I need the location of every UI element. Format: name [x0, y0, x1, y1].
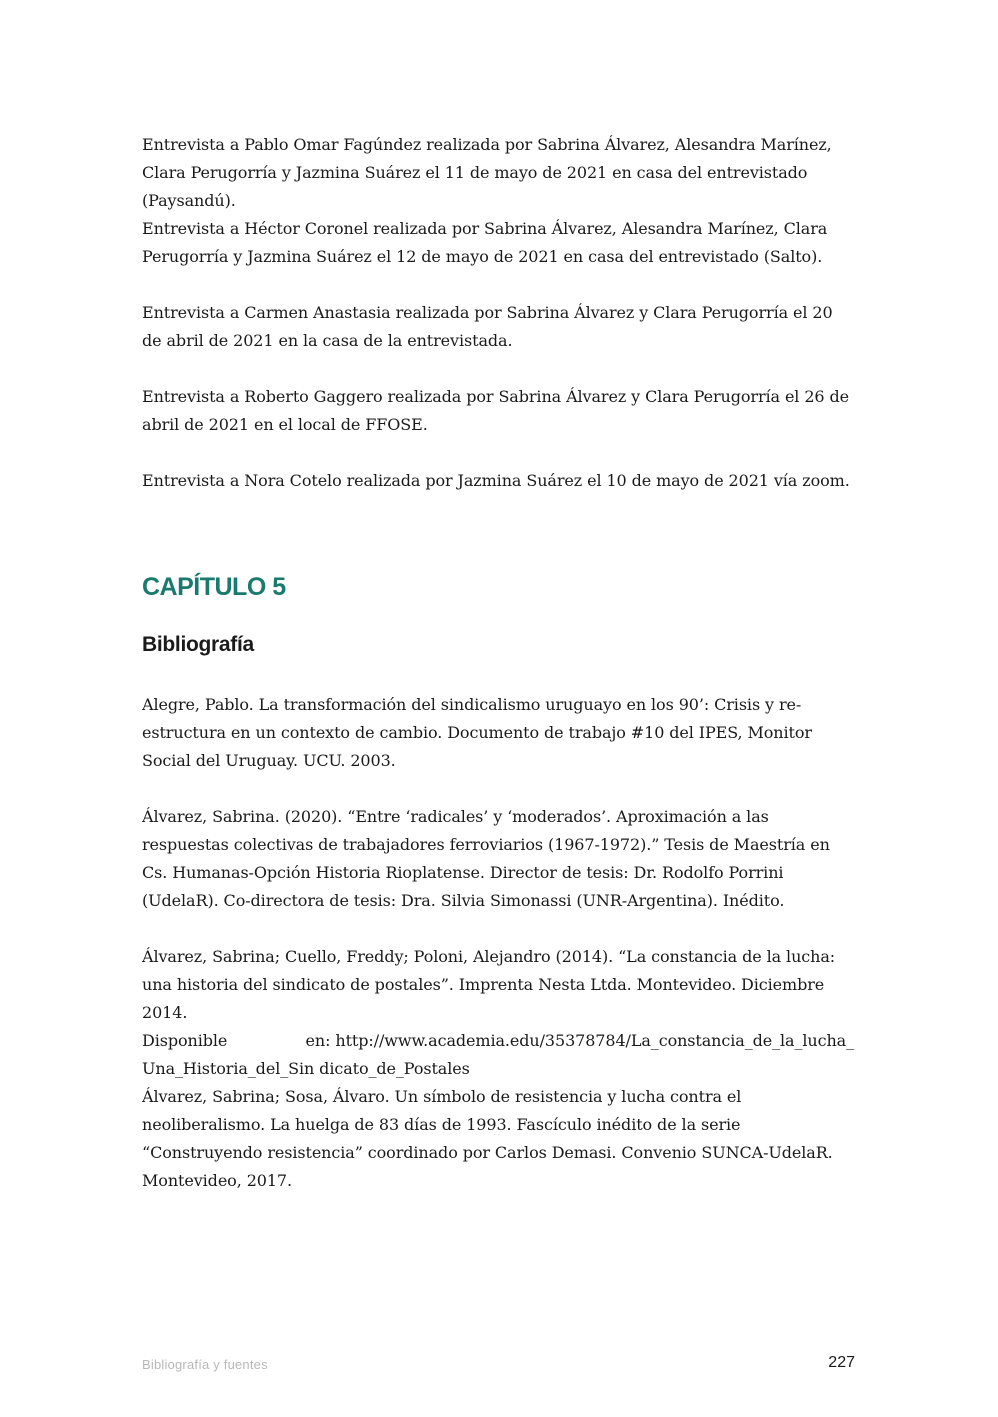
available-prefix: en: [305, 1031, 331, 1050]
interview-entry: Entrevista a Roberto Gaggero realizada por Sabrina Álvarez y Clara Perugorría el 26 de abril de 2021 en el local de FFOSE. [142, 387, 849, 434]
bibliography-entry [142, 943, 854, 1083]
source-url-continued[interactable]: Una_Historia_del_Sin dicato_de_Postales [142, 1059, 470, 1078]
bibliography-entry-text: Álvarez, Sabrina; Cuello, Freddy; Poloni, Alejandro (2014). “La constancia de la lucha: una historia del sindicato de postales”. Imprenta Nesta Ltda. Montevideo. Diciembre 2014. [142, 947, 836, 1022]
bibliography-entry: Álvarez, Sabrina. (2020). “Entre ‘radicales’ y ‘moderados’. Aproximación a las respuestas colectivas de trabajadores ferroviarios (1967-1972).” Tesis de Maestría en Cs. Humanas-Opción Historia Rioplatense. Director de tesis: Dr. Rodolfo Porrini (UdelaR). Co-directora de tesis: Dra. Silvia Simonassi (UNR-Argentina). Inédito. [142, 807, 830, 910]
availability-line [142, 1027, 854, 1055]
interview-entry: Entrevista a Héctor Coronel realizada por Sabrina Álvarez, Alesandra Marínez, Clara Perugorría y Jazmina Suárez el 12 de mayo de 2021 en casa del entrevistado (Salto). [142, 219, 828, 266]
available-url-line[interactable] [306, 1027, 854, 1055]
interview-entry: Entrevista a Nora Cotelo realizada por Jazmina Suárez el 10 de mayo de 2021 vía zoom. [142, 471, 850, 490]
page-number: 227 [828, 1354, 855, 1371]
interview-entry: Entrevista a Carmen Anastasia realizada por Sabrina Álvarez y Clara Perugorría el 20 de abril de 2021 en la casa de la entrevistada. [142, 303, 833, 350]
bibliography-entry: Álvarez, Sabrina; Sosa, Álvaro. Un símbolo de resistencia y lucha contra el neoliberalismo. La huelga de 83 días de 1993. Fascículo inédito de la serie “Construyendo resistencia” coordinado por Carlos Demasi. Convenio SUNCA-UdelaR. Montevideo, 2017. [142, 1087, 833, 1190]
chapter-heading: CAPÍTULO 5 [142, 573, 286, 601]
source-url[interactable]: http://www.academia.edu/35378784/La_constancia_de_la_lucha_ [335, 1031, 854, 1050]
section-heading: Bibliografía [142, 633, 254, 656]
available-label: Disponible [142, 1031, 228, 1050]
bibliography-entry: Alegre, Pablo. La transformación del sindicalismo uruguayo en los 90’: Crisis y re-estructura en un contexto de cambio. Documento de trabajo #10 del IPES, Monitor Social del Uruguay. UCU. 2003. [142, 695, 812, 770]
running-footer-title: Bibliografía y fuentes [142, 1357, 268, 1372]
interview-entry: Entrevista a Pablo Omar Fagúndez realizada por Sabrina Álvarez, Alesandra Marínez, Clara Perugorría y Jazmina Suárez el 11 de mayo de 2021 en casa del entrevistado (Paysandú). [142, 135, 832, 210]
